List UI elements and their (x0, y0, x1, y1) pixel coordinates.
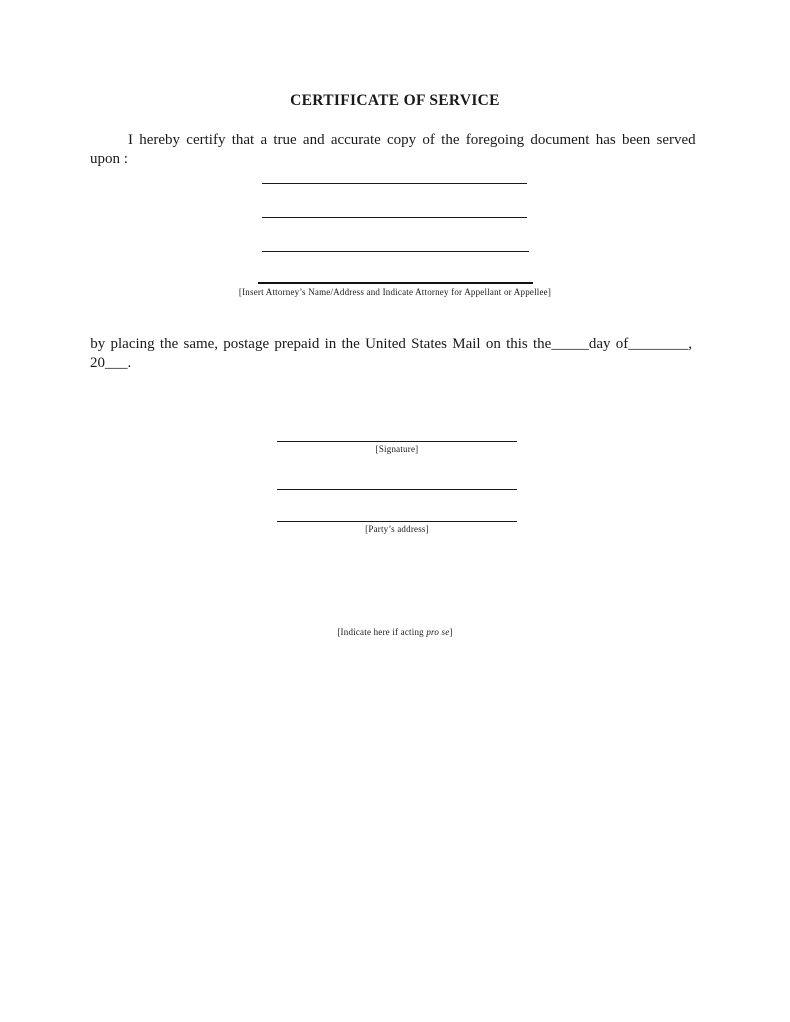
attorney-blank-line-2 (262, 217, 527, 218)
mailing-paragraph-line-2: 20___. (90, 355, 132, 371)
intro-paragraph-line-1: I hereby certify that a true and accurate copy of the foregoing document has been served (128, 132, 696, 148)
mailing-paragraph-line-1: by placing the same, postage prepaid in the United States Mail on this the_____day of________, (85, 336, 692, 352)
attorney-caption: [Insert Attorney’s Name/Address and Indicate Attorney for Appellant or Appellee] (238, 287, 552, 297)
attorney-blank-line-4 (258, 282, 533, 284)
intro-paragraph-line-2: upon : (90, 151, 128, 167)
pro-se-note-prefix: [Indicate here if acting (337, 627, 427, 637)
pro-se-note-italic: pro se (426, 627, 450, 637)
document-title: CERTIFICATE OF SERVICE (290, 92, 500, 109)
signature-line (277, 441, 517, 442)
party-address-line-1 (277, 489, 517, 490)
pro-se-note (0, 627, 790, 637)
party-address-caption: [Party’s address] (365, 524, 429, 534)
party-address-line-2 (277, 521, 517, 522)
pro-se-note-suffix: ] (449, 627, 453, 637)
signature-caption: [Signature] (375, 444, 419, 454)
attorney-blank-line-3 (262, 251, 529, 252)
attorney-blank-line-1 (262, 183, 527, 184)
